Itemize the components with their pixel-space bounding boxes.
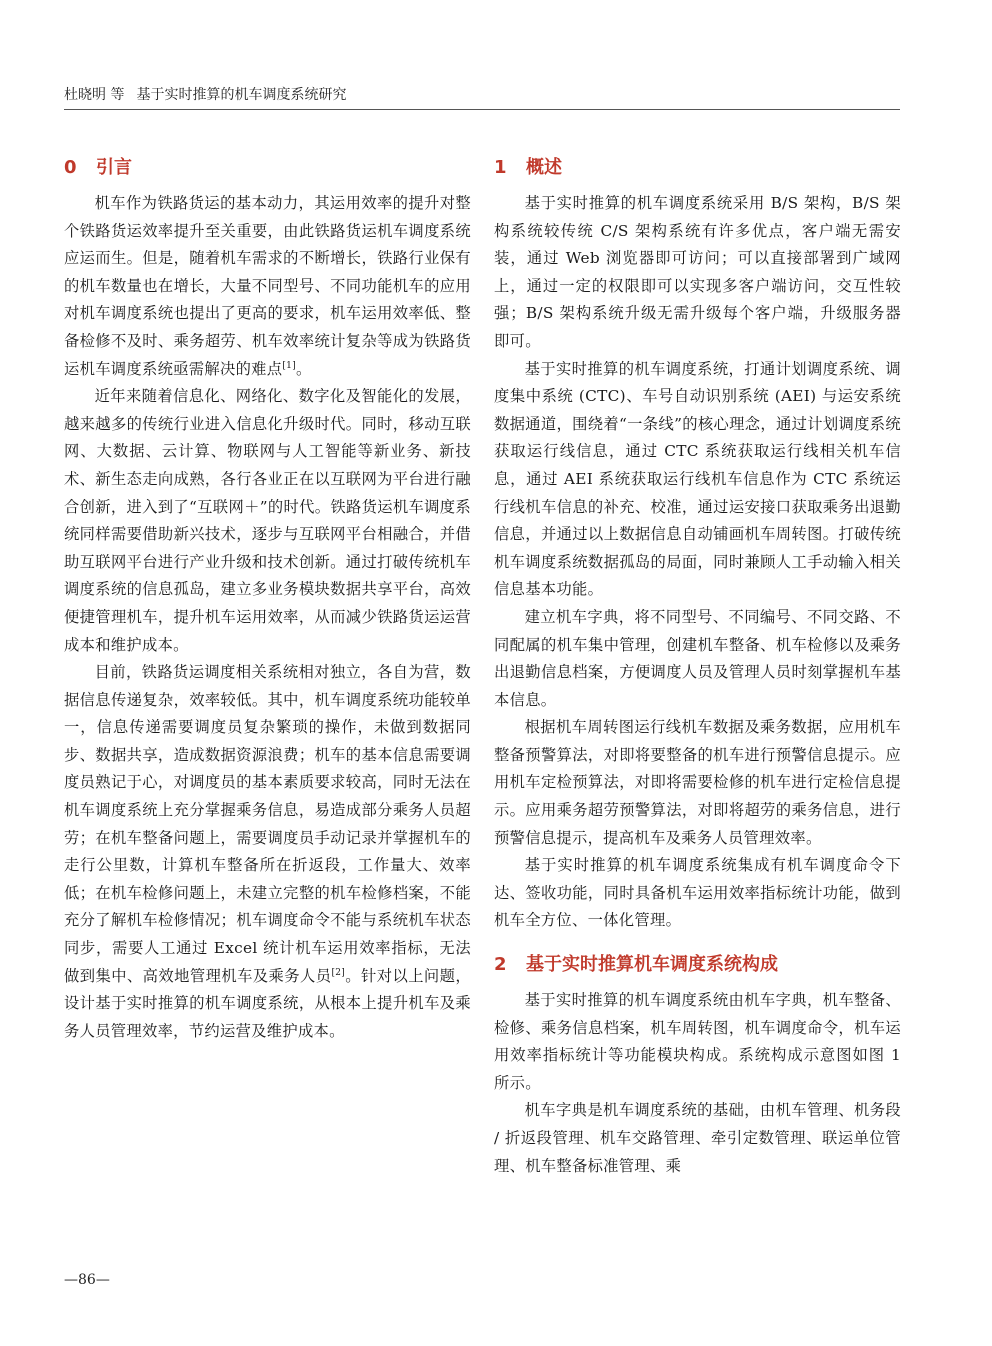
section-1-number: 1 — [494, 157, 507, 178]
section-2-title: 基于实时推算机车调度系统构成 — [526, 954, 778, 976]
paragraph-intro-2: 近年来随着信息化、网络化、数字化及智能化的发展，越来越多的传统行业进入信息化升级时代。同时，移动互联网、大数据、云计算、物联网与人工智能等新业务、新技术、新生态走向成熟，各行各业正在以互联网为平台进行融合创新，进入到了“互联网＋”的时代。铁路货运机车调度系统同样需要借助新兴技术，逐步与互联网平台相融合，并借助互联网平台进行产业升级和技术创新。通过打破传统机车调度系统的信息孤岛，建立多业务模块数据共享平台，高效便捷管理机车，提升机车运用效率，从而减少铁路货运运营成本和维护成本。 — [64, 387, 471, 654]
running-header — [64, 84, 900, 104]
paragraph-overview-5: 基于实时推算的机车调度系统集成有机车调度命令下达、签收功能，同时具备机车运用效率指标统计功能，做到机车全方位、一体化管理。 — [494, 856, 901, 930]
paragraph-intro-3-end: 。针对以上问题，设计基于实时推算的机车调度系统，从根本上提升机车及乘务人员管理效率，节约运营及维护成本。 — [64, 966, 471, 1040]
left-column — [64, 152, 471, 1045]
section-0-number: 0 — [64, 157, 77, 178]
right-column — [494, 152, 901, 1180]
header-authors: 杜晓明 等 — [64, 87, 125, 103]
paragraph-structure-2: 机车字典是机车调度系统的基础，由机车管理、机务段 / 折返段管理、机车交路管理、牵引定数管理、联运单位管理、机车整备标准管理、乘 — [494, 1101, 901, 1175]
section-1-heading — [494, 152, 901, 184]
paragraph-structure-1: 基于实时推算的机车调度系统由机车字典，机车整备、检修、乘务信息档案，机车周转图，机车调度命令，机车运用效率指标统计等功能模块构成。系统构成示意图如图 1 所示。 — [494, 991, 901, 1092]
section-0-title: 引言 — [96, 157, 132, 178]
citation-2: [2] — [331, 967, 346, 978]
paragraph-intro-1-end: 。 — [296, 359, 312, 378]
paragraph-overview-1: 基于实时推算的机车调度系统采用 B/S 架构，B/S 架构系统较传统 C/S 架构系统有许多优点，客户端无需安装，通过 Web 浏览器即可访问；可以直接部署到广域网上，通过一定的权限即可以实现多客户端访问，交互性较强；B/S 架构系统升级无需升级每个客户端，升级服务器即可。 — [494, 194, 901, 350]
paragraph-intro-3 — [64, 659, 471, 1045]
paragraph-intro-1 — [64, 190, 471, 383]
citation-1: [1] — [282, 360, 297, 371]
header-title: 基于实时推算的机车调度系统研究 — [136, 87, 347, 103]
section-2-number: 2 — [494, 954, 507, 976]
paragraph-overview-4: 根据机车周转图运行线机车数据及乘务数据，应用机车整备预警算法，对即将要整备的机车进行预警信息提示。应用机车定检预算法，对即将需要检修的机车进行定检信息提示。应用乘务超劳预警算法，对即将超劳的乘务信息，进行预警信息提示，提高机车及乘务人员管理效率。 — [494, 718, 901, 847]
paragraph-intro-3-text: 目前，铁路货运调度相关系统相对独立，各自为营，数据信息传递复杂，效率较低。其中，机车调度系统功能较单一，信息传递需要调度员复杂繁琐的操作，未做到数据同步、数据共享，造成数据资源浪费；机车的基本信息需要调度员熟记于心，对调度员的基本素质要求较高，同时无法在机车调度系统上充分掌握乘务信息，易造成部分乘务人员超劳；在机车整备问题上，需要调度员手动记录并掌握机车的走行公里数，计算机车整备所在折返段，工作量大、效率低；在机车检修问题上，未建立完整的机车检修档案，不能充分了解机车检修情况；机车调度命令不能与系统机车状态同步，需要人工通过 Excel 统计机车运用效率指标，无法做到集中、高效地管理机车及乘务人员 — [64, 663, 471, 985]
section-1-title: 概述 — [526, 157, 562, 178]
section-0-heading — [64, 152, 471, 184]
paragraph-overview-3: 建立机车字典，将不同型号、不同编号、不同交路、不同配属的机车集中管理，创建机车整备、机车检修以及乘务出退勤信息档案，方便调度人员及管理人员时刻掌握机车基本信息。 — [494, 607, 901, 709]
section-2-heading — [494, 949, 901, 981]
header-rule — [64, 109, 900, 110]
page-number: —86— — [64, 1272, 110, 1288]
paragraph-intro-1-text: 机车作为铁路货运的基本动力，其运用效率的提升对整个铁路货运效率提升至关重要，由此铁路货运机车调度系统应运而生。但是，随着机车需求的不断增长，铁路行业保有的机车数量也在增长，大量不同型号、不同功能机车的应用对机车调度系统也提出了更高的要求，机车运用效率低、整备检修不及时、乘务超劳、机车效率统计复杂等成为铁路货运机车调度系统亟需解决的难点 — [64, 194, 471, 378]
paragraph-overview-2: 基于实时推算的机车调度系统，打通计划调度系统、调度集中系统 (CTC)、车号自动识别系统 (AEI) 与运安系统数据通道，围绕着“一条线”的核心理念，通过计划调度系统获取运行线信息，通过 CTC 系统获取运行线相关机车信息，通过 AEI 系统获取运行线机车信息作为 CTC 系统运行线机车信息的补充、校准，通过运安接口获取乘务出退勤信息，并通过以上数据信息自动铺画机车周转图。打破传统机车调度系统数据孤岛的局面，同时兼顾人工手动输入相关信息基本功能。 — [494, 359, 901, 599]
